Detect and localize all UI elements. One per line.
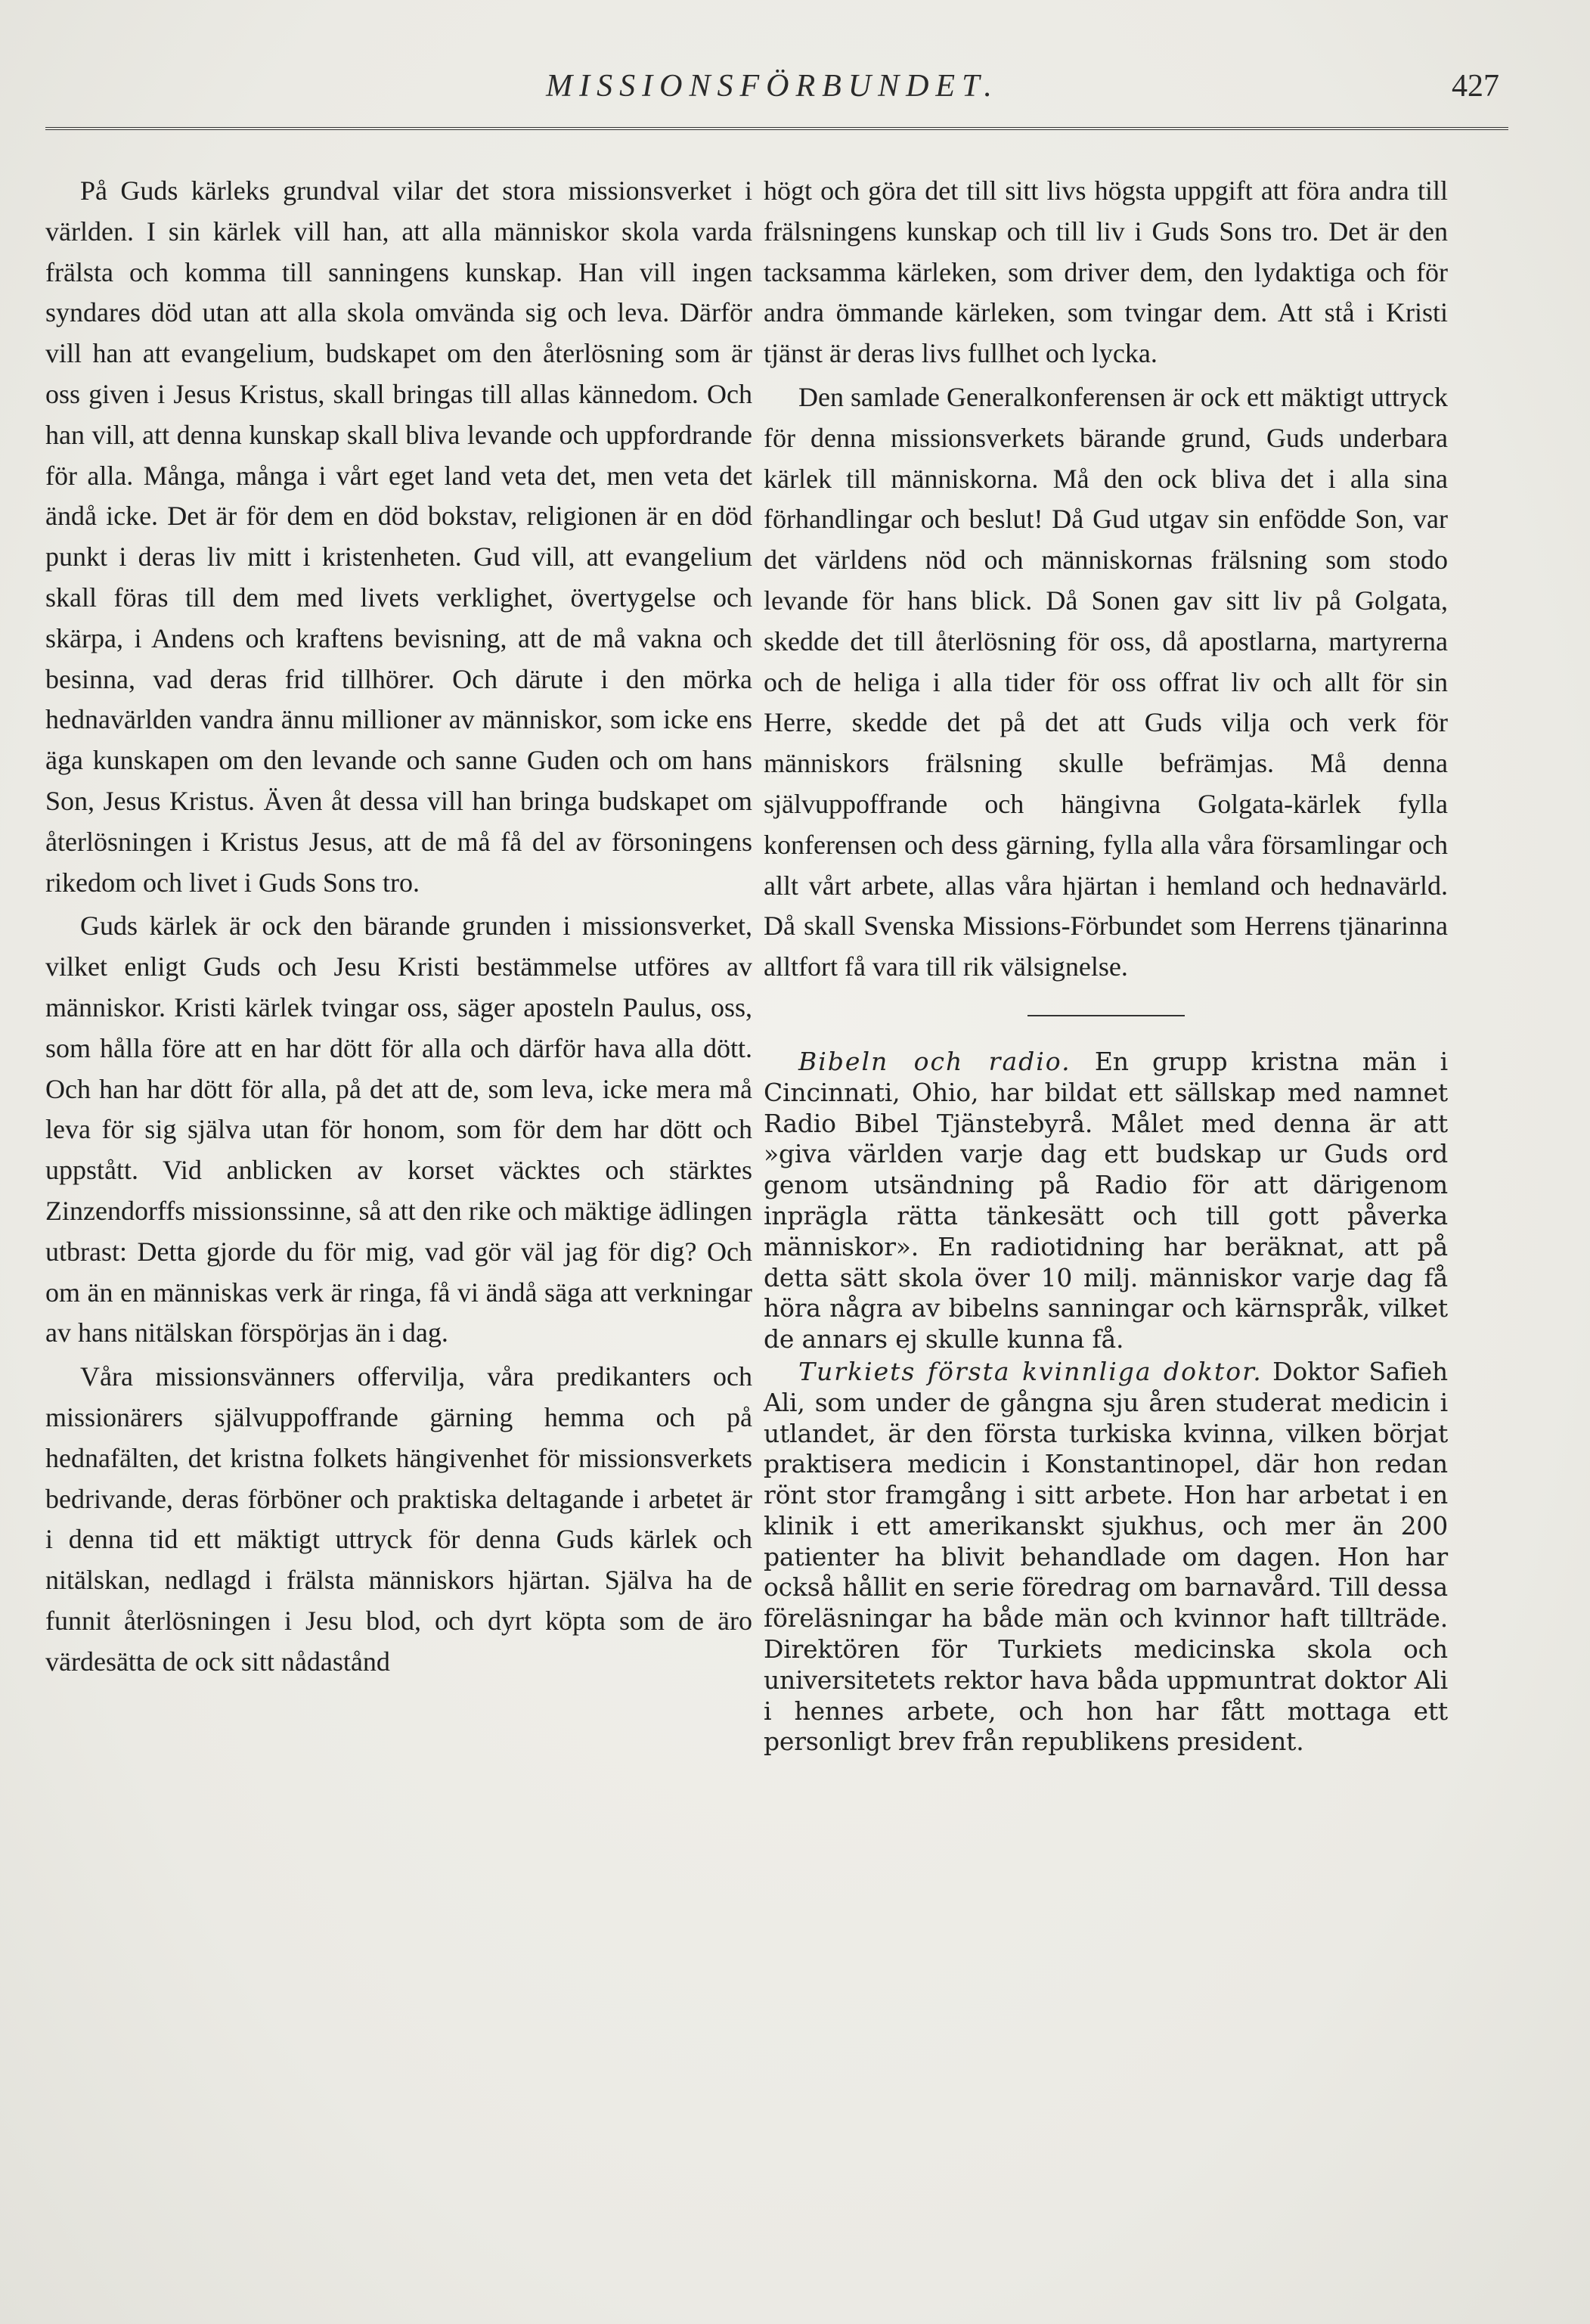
news-title: Turkiets första kvinnliga doktor. xyxy=(798,1356,1263,1386)
article-paragraph: Våra missionsvänners offervilja, våra predikanters och missionärers självuppoffrande gärning hemma och på hednafälten, det kristna folkets hängivenhet för missionsverkets bedrivande, deras förböner och praktiska deltagande i arbetet är i denna tid ett mäktigt uttryck för denna Guds kärlek och nitälskan, nedlagd i frälsta människors hjärtan. Själva ha de funnit återlösningen i Jesu blod, och dyrt köpta som de äro värdesätta de ock sitt nådastånd xyxy=(45,1361,752,1677)
article-continuation: högt och göra det till sitt livs högsta uppgift att föra andra till frälsningens kunskap och till liv i Guds Sons tro. Det är den tacksamma kärleken, som driver dem, den lydaktiga och för andra ömmande kärleken, som tvingar dem. Att stå i Kristi tjänst är deras livs fullhet och lycka. xyxy=(764,175,1448,369)
header-rule xyxy=(45,127,1508,130)
article-paragraph: På Guds kärleks grundval vilar det stora missionsverket i världen. I sin kärlek vill han, att alla människor skola varda frälsta och komma till sanningens kunskap. Han vill ingen syndares död utan att alla skola omvända sig och leva. Därför vill han att evangelium, budskapet om den återlösning som är oss given i Jesus Kristus, skall bringas till allas kännedom. Och han vill, att denna kunskap skall bliva levande och uppfordrande för alla. Många, många i vårt eget land veta det, men veta det ändå icke. Det är för dem en död bokstav, religionen är en död punkt i deras liv mitt i kristenheten. Gud vill, att evangelium skall föras till dem med livets verklighet, övertygelse och skärpa, i Andens och kraftens bevisning, att de må vakna och besinna, vad deras frid tillhörer. Och därute i den mörka hednavärlden vandra ännu millioner av människor, som icke ens äga kunskapen om den levande och sanne Guden och om hans Son, Jesus Kristus. Även åt dessa vill han bringa budskapet om återlösningen i Kristus Jesus, att de må få del av försoningens rikedom och livet i Guds Sons tro. xyxy=(45,175,752,898)
article-paragraph: Den samlade Generalkonferensen är ock ett mäktigt uttryck för denna missionsverkets bärande grund, Guds underbara kärlek till människorna. Må den ock bliva det i alla sina förhandlingar och beslut! Då Gud utgav sin enfödde Son, var det världens nöd och människornas frälsning som stodo levande för hans blick. Då Sonen gav sitt liv på Golgata, skedde det till återlösning för oss, då apostlarna, martyrerna och de heliga i alla tider för oss offrat liv och allt för sin Herre, skedde det på det att Guds vilja och verk för människors frälsning skulle befrämjas. Må denna självuppoffrande och hängivna Golgata-kärlek fylla konferensen och dess gärning, fylla alla våra församlingar och allt vårt arbete, allas våra hjärtan i hemland och hednavärld. Då skall Svenska Missions-Förbundet som Herrens tjänarinna alltfort få vara till rik välsignelse. xyxy=(764,381,1448,982)
news-body: Doktor Safieh Ali, som under de gångna sju åren studerat medicin i utlandet, är den första turkiska kvinna, vilken börjat praktisera medicin i Konstantinopel, där hon redan rönt stor framgång i sitt arbete. Hon har arbetat i en klinik i ett amerikanskt sjukhus, och mer än 200 patienter ha blivit behandlade om dagen. Hon har också hållit en serie föredrag om barnavård. Till dessa föreläsningar ha både män och kvinnor haft tillträde. Direktören för Turkiets medicinska skola och universitetets rektor hava båda uppmuntrat doktor Ali i hennes arbete, och hon har fått mottaga ett personligt brev från republikens president. xyxy=(764,1356,1448,1757)
page-number: 427 xyxy=(1452,69,1499,104)
news-body: En grupp kristna män i Cincinnati, Ohio, har bildat ett sällskap med namnet Radio Bibel Tjänstebyrå. Målet med denna är att »giva världen varje dag ett budskap ur Guds ord genom utsändning på Radio för att därigenom inprägla rätta tänkesätt och till gott påverka människor». En radiotidning har beräknat, att på detta sätt skola över 10 milj. människor varje dag få höra några av bibelns sanningar och kärnspråk, vilket de annars ej skulle kunna få. xyxy=(764,1046,1449,1354)
news-title: Bibeln och radio. xyxy=(798,1046,1071,1076)
running-title: MISSIONSFÖRBUNDET. xyxy=(546,69,999,104)
left-column xyxy=(45,171,752,1682)
page-header xyxy=(45,68,1499,113)
news-item xyxy=(764,1047,1448,1355)
section-divider xyxy=(1027,1015,1185,1016)
article-paragraph: Guds kärlek är ock den bärande grunden i missionsverket, vilket enligt Guds och Jesu Kristi bestämmelse utföres av människor. Kristi kärlek tvingar oss, säger aposteln Paulus, oss, som hålla före att en har dött för alla och därför hava alla dött. Och han har dött för alla, på det att de, som leva, icke mera må leva för sig själva utan för honom, som för dem har dött och uppstått. Vid anblicken av korset väcktes och stärktes Zinzendorffs missionssinne, så att den rike och mäktige ädlingen utbrast: Detta gjorde du för mig, vad gör väl jag för dig? Och om än en människas verk är ringa, få vi ändå säga att verkningar av hans nitälskan förspörjas än i dag. xyxy=(45,911,752,1348)
news-item xyxy=(764,1357,1448,1758)
right-column xyxy=(764,171,1448,1758)
